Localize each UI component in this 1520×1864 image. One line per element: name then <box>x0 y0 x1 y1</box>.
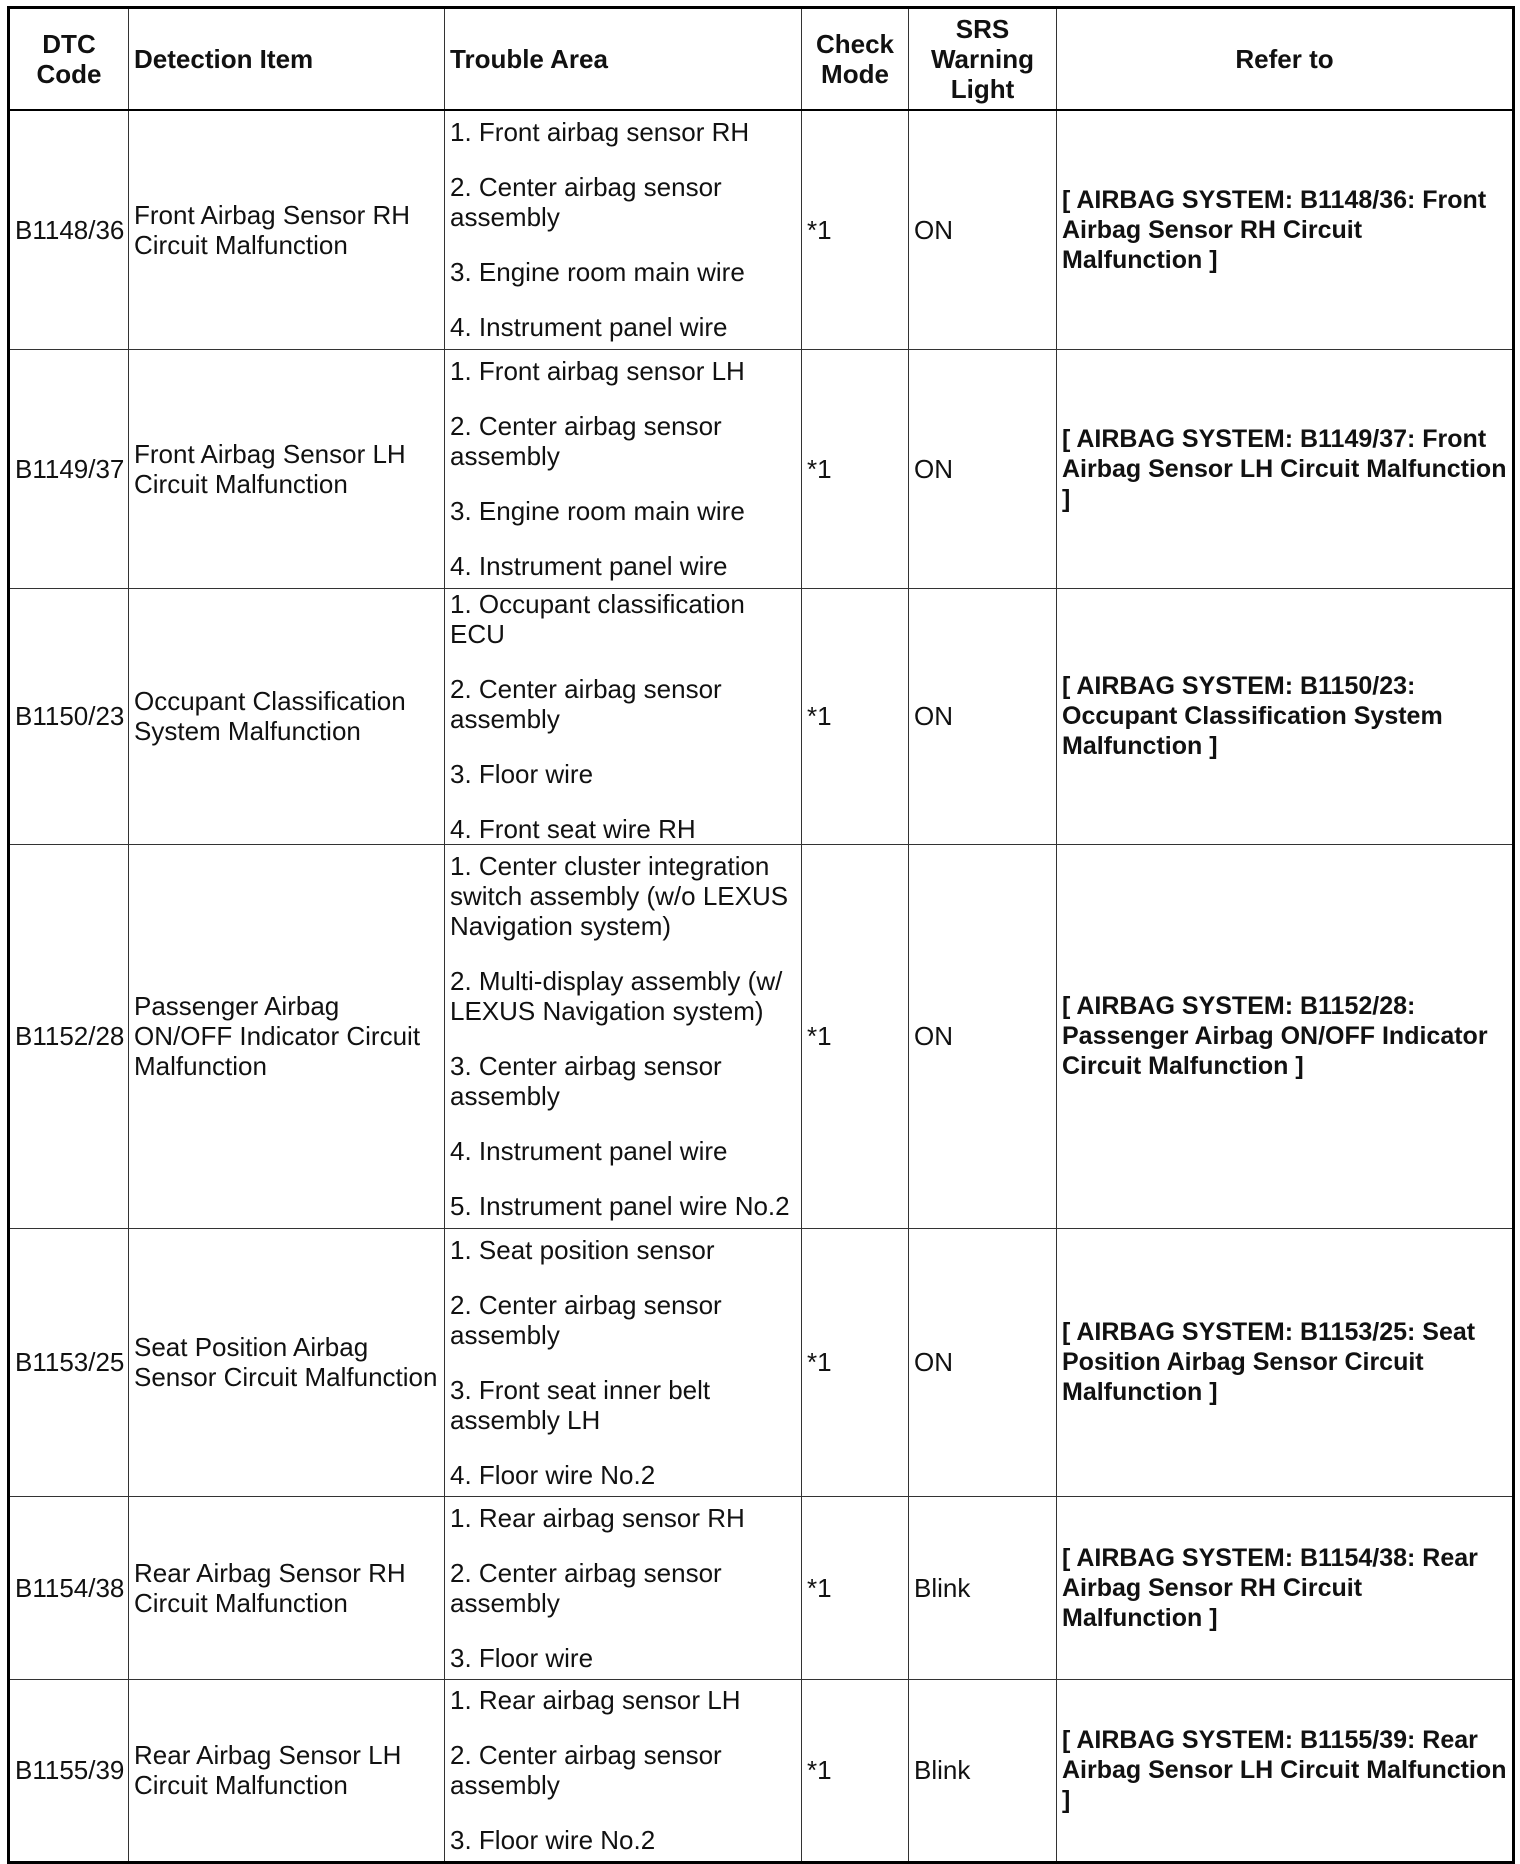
trouble-area-item: 2. Center airbag sensor assembly <box>450 1557 722 1618</box>
refer-to-link[interactable]: [ AIRBAG SYSTEM: B1153/25: Seat Position Airbag Sensor Circuit Malfunction ] <box>1057 1228 1514 1496</box>
dtc-code-cell: B1152/28 <box>9 844 129 1228</box>
detection-item-cell: Rear Airbag Sensor RH Circuit Malfunction <box>129 1496 445 1679</box>
check-mode-cell: *1 <box>802 588 909 844</box>
trouble-area-item: 1. Seat position sensor <box>450 1234 715 1265</box>
trouble-area-item: 3. Engine room main wire <box>450 496 745 526</box>
trouble-area-cell <box>445 1228 802 1496</box>
dtc-code-cell: B1150/23 <box>9 588 129 844</box>
trouble-area-cell <box>445 844 802 1228</box>
header-dtc-code: DTC Code <box>9 8 129 111</box>
refer-to-link[interactable]: [ AIRBAG SYSTEM: B1148/36: Front Airbag Sensor RH Circuit Malfunction ] <box>1057 110 1514 349</box>
dtc-code-cell: B1155/39 <box>9 1679 129 1862</box>
check-mode-cell: *1 <box>802 1679 909 1862</box>
trouble-area-item: 1. Rear airbag sensor LH <box>450 1685 741 1715</box>
trouble-area-item: 3. Floor wire <box>450 1642 594 1673</box>
detection-item-cell: Front Airbag Sensor LH Circuit Malfunction <box>129 349 445 588</box>
trouble-area-item: 1. Front airbag sensor RH <box>450 117 750 148</box>
srs-warning-light-cell: Blink <box>909 1496 1057 1679</box>
refer-to-link[interactable]: [ AIRBAG SYSTEM: B1150/23: Occupant Classification System Malfunction ] <box>1057 588 1514 844</box>
trouble-area-cell <box>445 1679 802 1862</box>
trouble-area-item: 2. Multi-display assembly (w/ LEXUS Navigation system) <box>450 966 783 1026</box>
dtc-table <box>7 6 1515 1864</box>
trouble-area-item: 5. Instrument panel wire No.2 <box>450 1191 790 1221</box>
check-mode-cell: *1 <box>802 844 909 1228</box>
table-row <box>9 1679 1514 1862</box>
check-mode-cell: *1 <box>802 1496 909 1679</box>
trouble-area-item: 4. Instrument panel wire <box>450 312 728 343</box>
dtc-code-cell: B1153/25 <box>9 1228 129 1496</box>
table-row <box>9 844 1514 1228</box>
header-srs-warning-light: SRS Warning Light <box>909 8 1057 111</box>
refer-to-link[interactable]: [ AIRBAG SYSTEM: B1155/39: Rear Airbag Sensor LH Circuit Malfunction ] <box>1057 1679 1514 1862</box>
trouble-area-item: 3. Engine room main wire <box>450 257 745 288</box>
trouble-area-item: 4. Instrument panel wire <box>450 551 728 581</box>
trouble-area-item: 2. Center airbag sensor assembly <box>450 1740 722 1800</box>
trouble-area-item: 3. Floor wire No.2 <box>450 1825 656 1855</box>
check-mode-cell: *1 <box>802 110 909 349</box>
table-row <box>9 110 1514 349</box>
table-row <box>9 588 1514 844</box>
srs-warning-light-cell: ON <box>909 1228 1057 1496</box>
trouble-area-cell <box>445 588 802 844</box>
header-refer-to: Refer to <box>1057 8 1514 111</box>
table-row <box>9 1496 1514 1679</box>
trouble-area-item: 3. Floor wire <box>450 758 594 789</box>
table-row <box>9 1228 1514 1496</box>
trouble-area-cell <box>445 349 802 588</box>
srs-warning-light-cell: ON <box>909 349 1057 588</box>
detection-item-cell: Seat Position Airbag Sensor Circuit Malfunction <box>129 1228 445 1496</box>
dtc-code-cell: B1154/38 <box>9 1496 129 1679</box>
refer-to-link[interactable]: [ AIRBAG SYSTEM: B1149/37: Front Airbag Sensor LH Circuit Malfunction ] <box>1057 349 1514 588</box>
trouble-area-item: 1. Occupant classification ECU <box>450 588 745 649</box>
header-check-mode: Check Mode <box>802 8 909 111</box>
detection-item-cell: Front Airbag Sensor RH Circuit Malfunction <box>129 110 445 349</box>
srs-warning-light-cell: ON <box>909 844 1057 1228</box>
trouble-area-item: 4. Floor wire No.2 <box>450 1459 656 1490</box>
table-row <box>9 349 1514 588</box>
refer-to-link[interactable]: [ AIRBAG SYSTEM: B1154/38: Rear Airbag Sensor RH Circuit Malfunction ] <box>1057 1496 1514 1679</box>
trouble-area-item: 4. Instrument panel wire <box>450 1136 728 1166</box>
srs-warning-light-cell: Blink <box>909 1679 1057 1862</box>
detection-item-cell: Occupant Classification System Malfunction <box>129 588 445 844</box>
dtc-code-cell: B1148/36 <box>9 110 129 349</box>
trouble-area-item: 1. Front airbag sensor LH <box>450 356 745 386</box>
trouble-area-item: 1. Center cluster integration switch assembly (w/o LEXUS Navigation system) <box>450 851 789 941</box>
trouble-area-item: 3. Front seat inner belt assembly LH <box>450 1374 711 1435</box>
trouble-area-item: 4. Front seat wire RH <box>450 813 696 844</box>
header-detection-item: Detection Item <box>129 8 445 111</box>
srs-warning-light-cell: ON <box>909 588 1057 844</box>
trouble-area-item: 3. Center airbag sensor assembly <box>450 1051 722 1111</box>
srs-warning-light-cell: ON <box>909 110 1057 349</box>
check-mode-cell: *1 <box>802 349 909 588</box>
trouble-area-cell <box>445 1496 802 1679</box>
header-trouble-area: Trouble Area <box>445 8 802 111</box>
header-row <box>9 8 1514 111</box>
trouble-area-item: 2. Center airbag sensor assembly <box>450 172 722 233</box>
trouble-area-item: 2. Center airbag sensor assembly <box>450 1289 722 1350</box>
trouble-area-cell <box>445 110 802 349</box>
dtc-code-cell: B1149/37 <box>9 349 129 588</box>
detection-item-cell: Rear Airbag Sensor LH Circuit Malfunction <box>129 1679 445 1862</box>
detection-item-cell: Passenger Airbag ON/OFF Indicator Circuit Malfunction <box>129 844 445 1228</box>
trouble-area-item: 1. Rear airbag sensor RH <box>450 1502 745 1533</box>
refer-to-link[interactable]: [ AIRBAG SYSTEM: B1152/28: Passenger Airbag ON/OFF Indicator Circuit Malfunction ] <box>1057 844 1514 1228</box>
trouble-area-item: 2. Center airbag sensor assembly <box>450 673 722 734</box>
check-mode-cell: *1 <box>802 1228 909 1496</box>
trouble-area-item: 2. Center airbag sensor assembly <box>450 411 722 471</box>
